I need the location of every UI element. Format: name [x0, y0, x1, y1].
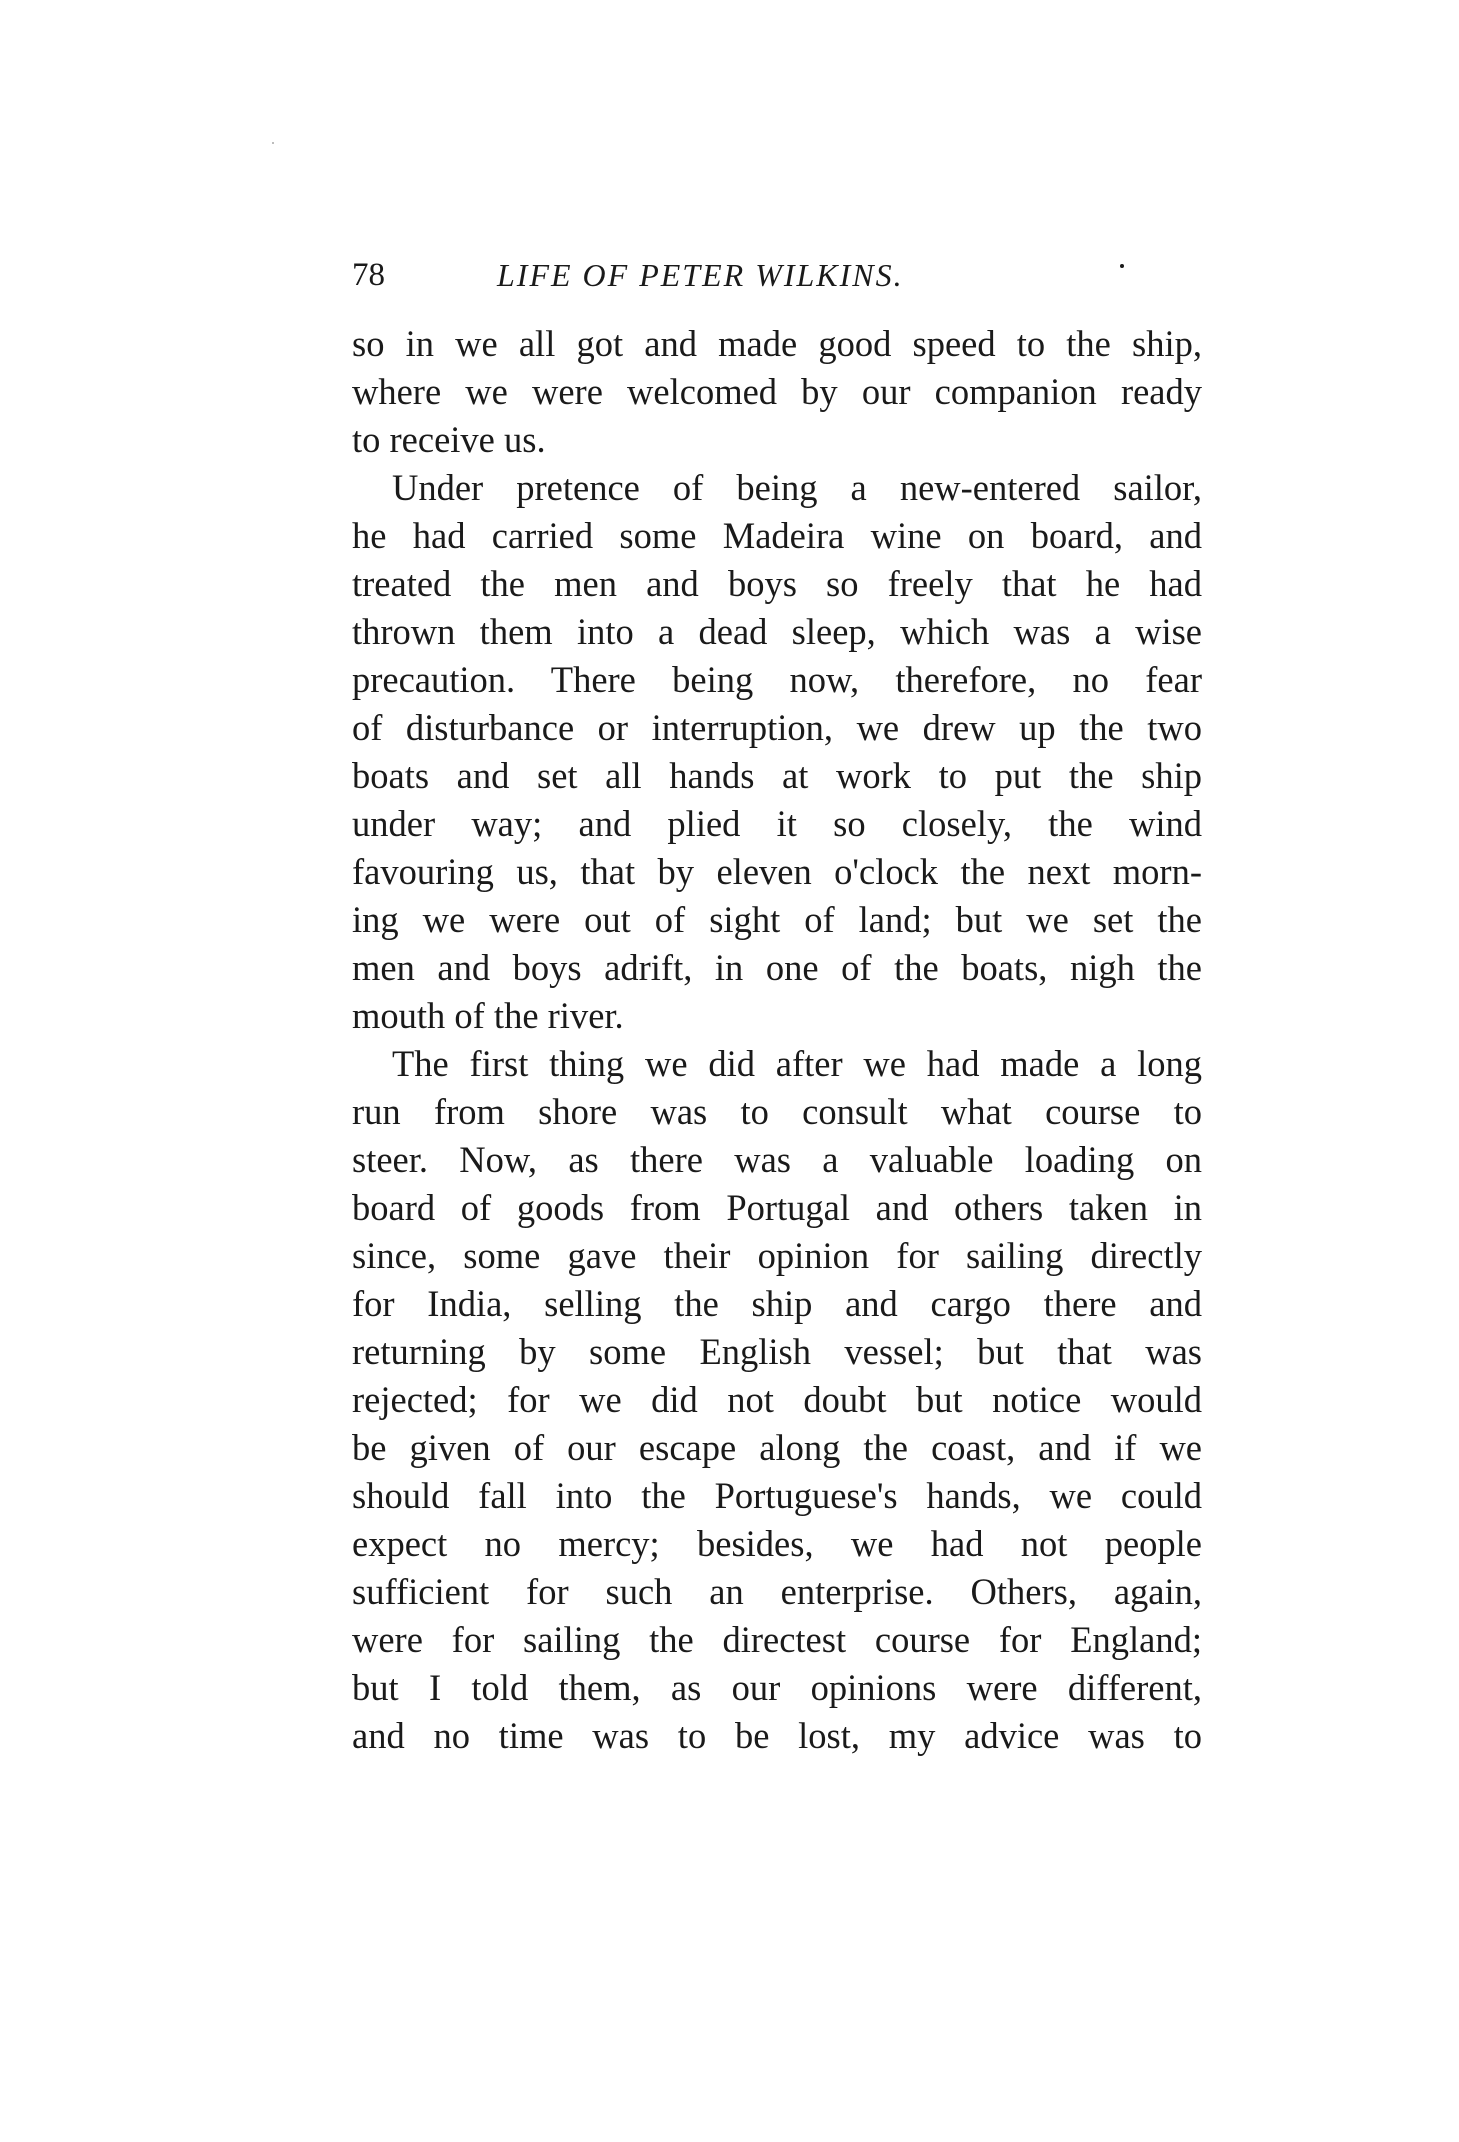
text-line: run from shore was to consult what course to — [352, 1091, 1202, 1132]
paragraph — [352, 1040, 1202, 1760]
running-head — [352, 250, 1072, 300]
text-line: rejected; for we did not doubt but notice would — [352, 1379, 1202, 1420]
text-line: board of goods from Portugal and others taken in — [352, 1187, 1202, 1228]
text-line: he had carried some Madeira wine on board, and — [352, 515, 1202, 556]
running-title: LIFE OF PETER WILKINS. — [497, 257, 904, 293]
text-line: boats and set all hands at work to put the ship — [352, 755, 1202, 796]
text-line: men and boys adrift, in one of the boats, nigh the — [352, 947, 1202, 988]
scan-speck — [272, 142, 274, 144]
text-line: mouth of the river. — [352, 995, 624, 1036]
text-line: returning by some English vessel; but that was — [352, 1331, 1202, 1372]
text-line: for India, selling the ship and cargo there and — [352, 1283, 1202, 1324]
text-line: favouring us, that by eleven o'clock the next morn- — [352, 851, 1202, 892]
text-line: and no time was to be lost, my advice was to — [352, 1715, 1202, 1756]
text-line: treated the men and boys so freely that he had — [352, 563, 1202, 604]
text-line: sufficient for such an enterprise. Others, again, — [352, 1571, 1202, 1612]
body-text — [352, 320, 1202, 1760]
text-line: should fall into the Portuguese's hands, we could — [352, 1475, 1202, 1516]
paragraph — [352, 464, 1202, 1040]
text-line: under way; and plied it so closely, the wind — [352, 803, 1202, 844]
text-line: but I told them, as our opinions were different, — [352, 1667, 1202, 1708]
text-line: expect no mercy; besides, we had not people — [352, 1523, 1202, 1564]
text-line: Under pretence of being a new-entered sailor, — [392, 467, 1202, 508]
text-line: The first thing we did after we had made a long — [392, 1043, 1202, 1084]
text-line: be given of our escape along the coast, and if we — [352, 1427, 1202, 1468]
paragraph — [352, 320, 1202, 464]
text-line: since, some gave their opinion for sailing directly — [352, 1235, 1202, 1276]
text-line: of disturbance or interruption, we drew up the two — [352, 707, 1202, 748]
text-line: precaution. There being now, therefore, no fear — [352, 659, 1202, 700]
text-line: ing we were out of sight of land; but we set the — [352, 899, 1202, 940]
printer-mark — [1120, 264, 1124, 268]
text-line: were for sailing the directest course for England; — [352, 1619, 1202, 1660]
page-number: 78 — [352, 257, 385, 293]
text-line: to receive us. — [352, 419, 546, 460]
text-line: thrown them into a dead sleep, which was a wise — [352, 611, 1202, 652]
text-line: where we were welcomed by our companion ready — [352, 371, 1202, 412]
text-line: steer. Now, as there was a valuable loading on — [352, 1139, 1202, 1180]
text-line: so in we all got and made good speed to the ship, — [352, 323, 1202, 364]
